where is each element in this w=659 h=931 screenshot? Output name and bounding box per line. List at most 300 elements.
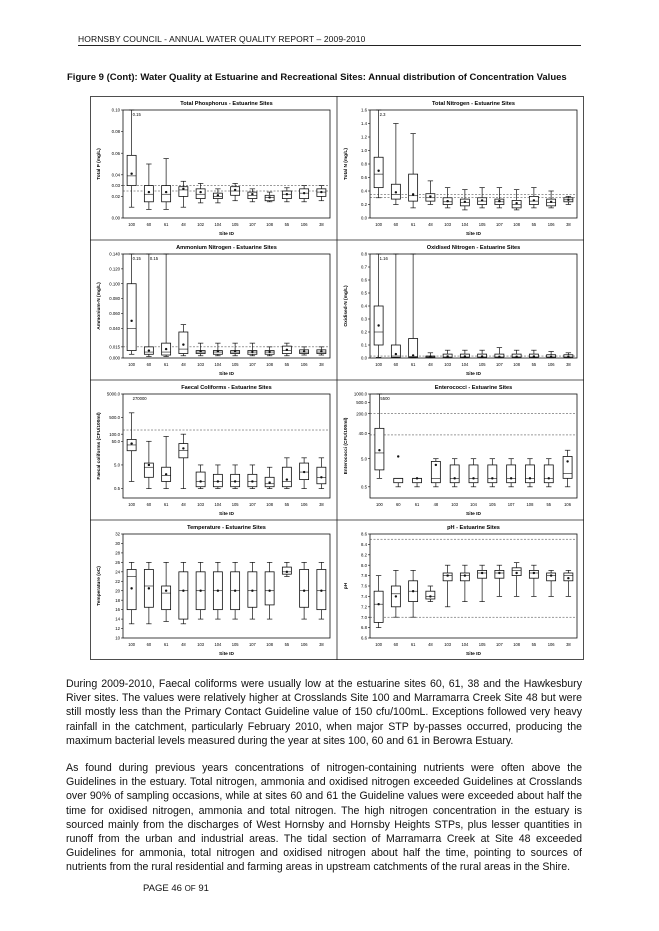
x-tick-label: 107 bbox=[248, 642, 256, 647]
box-107 bbox=[507, 459, 516, 507]
y-tick-label: 7.6 bbox=[361, 583, 367, 589]
x-axis-label: Site ID bbox=[219, 232, 234, 237]
chart-panel bbox=[96, 525, 330, 657]
mean-point bbox=[377, 324, 379, 326]
y-tick-label: 26 bbox=[115, 559, 120, 565]
box-iqr bbox=[179, 332, 188, 354]
y-tick-label: 0.04 bbox=[111, 172, 120, 178]
y-tick-label: 500.0 bbox=[356, 400, 367, 406]
box-106 bbox=[547, 570, 556, 647]
y-tick-label: 50.0 bbox=[111, 438, 120, 444]
y-tick-label: 0.1 bbox=[361, 342, 367, 348]
box-103 bbox=[196, 562, 205, 647]
x-tick-label: 103 bbox=[197, 502, 205, 507]
mean-point bbox=[303, 350, 305, 352]
box-108 bbox=[525, 459, 534, 507]
box-107 bbox=[495, 188, 504, 227]
box-106 bbox=[547, 191, 556, 227]
x-tick-label: 106 bbox=[547, 222, 555, 227]
box-iqr bbox=[478, 570, 487, 578]
box-55 bbox=[282, 343, 291, 367]
x-tick-label: 60 bbox=[393, 222, 399, 227]
box-105 bbox=[478, 350, 487, 367]
y-tick-label: 0.140 bbox=[109, 251, 120, 257]
mean-point bbox=[217, 194, 219, 196]
mean-point bbox=[412, 590, 414, 592]
x-tick-label: 61 bbox=[410, 362, 416, 367]
offscale-annotation: 5500 bbox=[380, 396, 390, 401]
x-tick-label: 104 bbox=[461, 642, 469, 647]
mean-point bbox=[165, 473, 167, 475]
y-tick-label: 100.0 bbox=[109, 431, 120, 437]
x-tick-label: 105 bbox=[231, 642, 239, 647]
mean-point bbox=[416, 477, 418, 479]
box-61 bbox=[409, 254, 418, 367]
x-tick-label: 48 bbox=[428, 642, 433, 647]
y-axis-label: Enterococci (CFU/100ml) bbox=[344, 417, 349, 475]
mean-point bbox=[481, 355, 483, 357]
box-61 bbox=[413, 477, 422, 507]
y-tick-label: 0.0 bbox=[361, 355, 367, 361]
y-tick-label: 1.4 bbox=[361, 121, 367, 127]
mean-point bbox=[165, 191, 167, 193]
box-100 bbox=[375, 394, 384, 507]
x-tick-label: 60 bbox=[146, 222, 152, 227]
chart-panel bbox=[343, 525, 577, 657]
x-tick-label: 103 bbox=[197, 362, 205, 367]
y-tick-label: 30 bbox=[115, 541, 120, 547]
offscale-annotation: 1.16 bbox=[379, 256, 388, 261]
box-61 bbox=[162, 254, 171, 367]
mean-point bbox=[481, 199, 483, 201]
y-tick-label: 7.8 bbox=[361, 573, 367, 579]
y-tick-label: 20 bbox=[115, 588, 120, 594]
mean-point bbox=[130, 320, 132, 322]
mean-point bbox=[567, 199, 569, 201]
x-tick-label: 38 bbox=[566, 642, 571, 647]
box-iqr bbox=[144, 186, 153, 202]
box-61 bbox=[409, 570, 418, 647]
box-iqr bbox=[196, 189, 205, 199]
mean-point bbox=[303, 471, 305, 473]
mean-point bbox=[548, 477, 550, 479]
mean-point bbox=[320, 191, 322, 193]
mean-point bbox=[199, 350, 201, 352]
x-tick-label: 55 bbox=[284, 502, 290, 507]
mean-point bbox=[303, 590, 305, 592]
box-108 bbox=[512, 563, 521, 647]
x-tick-label: 48 bbox=[181, 222, 186, 227]
y-tick-label: 18 bbox=[115, 597, 120, 603]
box-48 bbox=[179, 562, 188, 647]
y-tick-label: 0.0 bbox=[361, 215, 367, 221]
mean-point bbox=[217, 350, 219, 352]
x-tick-label: 103 bbox=[451, 502, 459, 507]
mean-point bbox=[377, 603, 379, 605]
x-axis-label: Site ID bbox=[219, 512, 234, 517]
x-tick-label: 48 bbox=[433, 502, 439, 507]
y-axis-label: Oxidised-N (mg/L) bbox=[344, 285, 349, 327]
y-axis-label: Total P (mg/L) bbox=[97, 148, 102, 180]
offscale-annotation: 0.15 bbox=[132, 112, 141, 117]
x-tick-label: 48 bbox=[181, 502, 186, 507]
box-iqr bbox=[265, 572, 274, 605]
mean-point bbox=[533, 572, 535, 574]
footer-page-word: PAGE bbox=[143, 883, 169, 894]
y-tick-label: 500.0 bbox=[109, 415, 120, 421]
box-107 bbox=[495, 348, 504, 367]
mean-point bbox=[550, 201, 552, 203]
box-55 bbox=[529, 350, 538, 367]
y-tick-label: 5.0 bbox=[361, 456, 367, 462]
y-tick-label: 1.2 bbox=[361, 134, 367, 140]
box-iqr bbox=[127, 155, 136, 185]
x-axis-label: Site ID bbox=[219, 372, 234, 377]
mean-point bbox=[268, 351, 270, 353]
y-tick-label: 0.4 bbox=[361, 188, 367, 194]
x-axis-label: Site ID bbox=[466, 372, 481, 377]
mean-point bbox=[515, 356, 517, 358]
x-tick-label: 103 bbox=[197, 642, 205, 647]
y-tick-label: 8.2 bbox=[361, 552, 367, 558]
chart-title: Enterococci - Estuarine Sites bbox=[434, 385, 513, 391]
box-iqr bbox=[512, 568, 521, 576]
box-100 bbox=[127, 254, 136, 367]
x-tick-label: 108 bbox=[266, 502, 274, 507]
mean-point bbox=[234, 350, 236, 352]
x-tick-label: 61 bbox=[163, 642, 169, 647]
y-tick-label: 0.8 bbox=[361, 161, 367, 167]
box-iqr bbox=[317, 467, 326, 484]
box-104 bbox=[460, 565, 469, 647]
footer-total-pages: 91 bbox=[198, 883, 209, 894]
x-tick-label: 60 bbox=[393, 642, 399, 647]
plot-area bbox=[123, 394, 330, 498]
x-tick-label: 103 bbox=[444, 642, 452, 647]
x-tick-label: 55 bbox=[284, 642, 290, 647]
box-103 bbox=[443, 188, 452, 227]
mean-point bbox=[453, 477, 455, 479]
box-105 bbox=[488, 459, 497, 507]
x-tick-label: 105 bbox=[231, 362, 239, 367]
y-axis-label: Faecal coliforms (CFU/100ml) bbox=[97, 412, 102, 480]
x-tick-label: 106 bbox=[547, 642, 555, 647]
y-tick-label: 0.00 bbox=[111, 215, 120, 221]
y-tick-label: 8.4 bbox=[361, 542, 367, 547]
x-tick-label: 103 bbox=[444, 222, 452, 227]
box-38 bbox=[317, 347, 326, 367]
box-106 bbox=[300, 562, 309, 647]
x-axis-label: Site ID bbox=[466, 232, 481, 237]
mean-point bbox=[182, 188, 184, 190]
mean-point bbox=[567, 577, 569, 579]
y-tick-label: 6.8 bbox=[361, 625, 367, 631]
y-tick-label: 0.040 bbox=[109, 325, 120, 331]
mean-point bbox=[491, 477, 493, 479]
y-tick-label: 0.10 bbox=[111, 107, 120, 113]
box-iqr bbox=[450, 465, 459, 483]
box-100 bbox=[127, 562, 136, 647]
x-tick-label: 38 bbox=[566, 222, 571, 227]
box-iqr bbox=[162, 186, 171, 202]
mean-point bbox=[395, 353, 397, 355]
box-103 bbox=[443, 565, 452, 647]
box-104 bbox=[469, 459, 478, 507]
box-106 bbox=[300, 347, 309, 367]
box-iqr bbox=[564, 573, 573, 581]
x-tick-label: 100 bbox=[128, 222, 136, 227]
mean-point bbox=[412, 193, 414, 195]
box-55 bbox=[282, 458, 291, 507]
y-tick-label: 0.5 bbox=[114, 486, 120, 492]
x-tick-label: 60 bbox=[146, 502, 152, 507]
box-104 bbox=[213, 562, 222, 647]
plot-area bbox=[123, 110, 330, 218]
box-55 bbox=[529, 565, 538, 647]
box-107 bbox=[248, 189, 257, 227]
y-tick-label: 10 bbox=[115, 635, 120, 641]
x-tick-label: 107 bbox=[248, 502, 256, 507]
x-axis-label: Site ID bbox=[219, 652, 234, 657]
chart-panel bbox=[343, 101, 577, 237]
y-tick-label: 7.2 bbox=[361, 604, 367, 610]
box-iqr bbox=[469, 465, 478, 483]
x-tick-label: 38 bbox=[319, 502, 324, 507]
paragraph-nitrogen: As found during previous years concentrations of nitrogen-containing nutrients were often above the Guidelines in the estuary. Total nitrogen, ammonia and oxidised nitrogen exceeded Guidelines at Crosslands over 90% of sampling occasions, while at sites 60 and 61 the Guideline values were exceeded about half the time for oxidised nitrogen, ammonia and total nitrogen. The high nitrogen concentration in the estuary is sourced mainly from the discharges of West Hornsby and Hornsby Heights STPs, plus lesser quantities in runoff from the urban and industrial areas. The tidal section of Marramarra Creek at Site 48 exceeded Guidelines for ammonia, total nitrogen and oxidised nitrogen about half the time, pointing to sources of nutrients from the rural residential and farming areas in upstream catchments of the rural areas in the Shire. bbox=[66, 762, 582, 874]
mean-point bbox=[199, 480, 201, 482]
chart-title: pH - Estuarine Sites bbox=[447, 525, 500, 531]
box-105 bbox=[231, 465, 240, 507]
box-38 bbox=[564, 196, 573, 227]
mean-point bbox=[234, 480, 236, 482]
chart-panel bbox=[96, 101, 330, 237]
box-60 bbox=[144, 164, 153, 227]
y-tick-label: 0.3 bbox=[361, 316, 367, 322]
box-iqr bbox=[529, 570, 538, 578]
footer-of-word: OF bbox=[184, 884, 196, 893]
box-iqr bbox=[394, 478, 403, 482]
plot-area bbox=[370, 254, 577, 358]
box-61 bbox=[409, 134, 418, 227]
figure-title: Figure 9 (Cont): Water Quality at Estuarine and Recreational Sites: Annual distribution of Concentration Values bbox=[67, 72, 567, 83]
x-tick-label: 38 bbox=[566, 362, 571, 367]
x-tick-label: 106 bbox=[564, 502, 572, 507]
chart-panel bbox=[343, 245, 577, 377]
box-55 bbox=[544, 459, 553, 507]
mean-point bbox=[446, 355, 448, 357]
box-105 bbox=[478, 565, 487, 647]
box-48 bbox=[179, 181, 188, 227]
x-tick-label: 103 bbox=[444, 362, 452, 367]
paragraph-faecal: During 2009-2010, Faecal coliforms were usually low at the estuarine sites 60, 61, 38 and the Hawkesbury River sites. The values were relatively higher at Crosslands Site 100 and Marramarra Creek Site 48 but were still mostly less than the Primary Contact Guideline value of 150 cfu/100mL. Exceptions followed very heavy rainfall in the catchment, particularly February 2010, when major STP by-passes occurred, producing the maximum bacterial levels measured during the year at sites 100, 60 and 61 in Berowra Estuary. bbox=[66, 678, 582, 747]
x-tick-label: 105 bbox=[488, 502, 496, 507]
x-tick-label: 55 bbox=[284, 362, 290, 367]
box-60 bbox=[144, 562, 153, 647]
x-tick-label: 107 bbox=[495, 362, 503, 367]
y-tick-label: 0.5 bbox=[361, 484, 367, 490]
mean-point bbox=[529, 477, 531, 479]
y-axis-label: Ammonium-N (mg/L) bbox=[97, 282, 102, 330]
y-tick-label: 1000.0 bbox=[353, 391, 367, 397]
box-iqr bbox=[525, 465, 534, 483]
x-tick-label: 107 bbox=[507, 502, 515, 507]
box-iqr bbox=[374, 157, 383, 187]
box-iqr bbox=[460, 573, 469, 581]
y-axis-label: Temperature (oC) bbox=[97, 566, 102, 606]
plot-area bbox=[123, 254, 330, 358]
x-tick-label: 48 bbox=[181, 642, 186, 647]
y-tick-label: 24 bbox=[115, 569, 120, 575]
mean-point bbox=[268, 481, 270, 483]
box-105 bbox=[231, 562, 240, 647]
box-104 bbox=[460, 190, 469, 227]
y-tick-label: 1.0 bbox=[361, 148, 367, 154]
box-108 bbox=[512, 350, 521, 367]
mean-point bbox=[286, 571, 288, 573]
y-tick-label: 0.03 bbox=[111, 183, 120, 189]
x-tick-label: 106 bbox=[300, 502, 308, 507]
box-60 bbox=[144, 254, 153, 367]
mean-point bbox=[446, 574, 448, 576]
box-iqr bbox=[179, 572, 188, 619]
header-rule bbox=[78, 45, 581, 46]
y-tick-label: 5000.0 bbox=[106, 391, 120, 397]
mean-point bbox=[182, 343, 184, 345]
y-tick-label: 7.4 bbox=[361, 594, 367, 599]
y-tick-label: 0.6 bbox=[361, 175, 367, 181]
y-tick-label: 32 bbox=[115, 531, 120, 537]
footer-page-number: 46 bbox=[171, 883, 182, 894]
x-tick-label: 104 bbox=[214, 642, 222, 647]
box-100 bbox=[374, 576, 383, 647]
box-106 bbox=[563, 450, 572, 507]
x-tick-label: 106 bbox=[300, 222, 308, 227]
x-tick-label: 104 bbox=[470, 502, 477, 507]
box-iqr bbox=[409, 174, 418, 201]
box-55 bbox=[282, 562, 291, 647]
mean-point bbox=[148, 587, 150, 589]
mean-point bbox=[148, 349, 150, 351]
page-header: HORNSBY COUNCIL - ANNUAL WATER QUALITY REPORT – 2009-2010 bbox=[78, 34, 366, 44]
x-tick-label: 38 bbox=[319, 362, 324, 367]
x-tick-label: 48 bbox=[181, 362, 186, 367]
chart-title: Ammonium Nitrogen - Estuarine Sites bbox=[176, 245, 277, 251]
x-tick-label: 61 bbox=[163, 502, 169, 507]
y-tick-label: 0.8 bbox=[361, 251, 367, 257]
x-tick-label: 104 bbox=[214, 502, 222, 507]
y-tick-label: 40.0 bbox=[358, 430, 367, 436]
x-tick-label: 106 bbox=[300, 642, 308, 647]
y-axis-label: pH bbox=[344, 582, 349, 590]
box-108 bbox=[512, 190, 521, 227]
x-tick-label: 104 bbox=[461, 222, 469, 227]
box-102 bbox=[196, 183, 205, 227]
box-48 bbox=[431, 459, 440, 507]
x-tick-label: 61 bbox=[163, 222, 169, 227]
mean-point bbox=[268, 590, 270, 592]
box-107 bbox=[248, 562, 257, 647]
box-108 bbox=[265, 467, 274, 507]
box-48 bbox=[426, 181, 435, 227]
y-tick-label: 0.5 bbox=[361, 290, 367, 296]
y-tick-label: 0.06 bbox=[111, 150, 120, 156]
box-108 bbox=[265, 192, 274, 227]
box-61 bbox=[162, 159, 171, 227]
x-tick-label: 60 bbox=[393, 362, 399, 367]
x-axis-label: Site ID bbox=[466, 512, 481, 517]
mean-point bbox=[320, 350, 322, 352]
mean-point bbox=[533, 355, 535, 357]
x-tick-label: 100 bbox=[128, 642, 136, 647]
y-tick-label: 0.08 bbox=[111, 129, 120, 135]
box-61 bbox=[162, 436, 171, 507]
mean-point bbox=[286, 193, 288, 195]
y-tick-label: 12 bbox=[115, 626, 120, 632]
box-55 bbox=[282, 188, 291, 227]
box-iqr bbox=[391, 345, 400, 357]
box-iqr bbox=[374, 591, 383, 622]
y-tick-label: 0.100 bbox=[109, 281, 120, 287]
box-100 bbox=[127, 110, 136, 227]
y-tick-label: 14 bbox=[115, 616, 120, 622]
x-tick-label: 108 bbox=[513, 362, 521, 367]
x-tick-label: 38 bbox=[319, 642, 324, 647]
x-tick-label: 55 bbox=[531, 362, 537, 367]
chart-panel bbox=[343, 385, 577, 517]
box-104 bbox=[213, 189, 222, 227]
mean-point bbox=[217, 480, 219, 482]
box-103 bbox=[443, 350, 452, 367]
box-iqr bbox=[127, 284, 136, 351]
offscale-annotation: 2.3 bbox=[379, 112, 386, 117]
x-tick-label: 104 bbox=[461, 362, 469, 367]
box-iqr bbox=[544, 465, 553, 483]
mean-point bbox=[148, 464, 150, 466]
box-iqr bbox=[443, 573, 452, 581]
y-tick-label: 0.060 bbox=[109, 311, 120, 317]
y-tick-label: 28 bbox=[115, 550, 120, 556]
mean-point bbox=[550, 574, 552, 576]
box-iqr bbox=[488, 465, 497, 483]
x-tick-label: 108 bbox=[266, 642, 274, 647]
plot-area bbox=[123, 534, 330, 638]
x-tick-label: 61 bbox=[414, 502, 420, 507]
mean-point bbox=[550, 356, 552, 358]
mean-point bbox=[378, 449, 380, 451]
box-iqr bbox=[495, 570, 504, 578]
box-108 bbox=[265, 562, 274, 647]
mean-point bbox=[320, 590, 322, 592]
box-100 bbox=[374, 254, 383, 367]
box-iqr bbox=[282, 467, 291, 486]
box-38 bbox=[564, 570, 573, 647]
box-103 bbox=[450, 459, 459, 507]
x-tick-label: 107 bbox=[495, 642, 503, 647]
box-38 bbox=[564, 353, 573, 367]
box-107 bbox=[248, 465, 257, 507]
mean-point bbox=[464, 355, 466, 357]
x-tick-label: 55 bbox=[546, 502, 552, 507]
mean-point bbox=[481, 572, 483, 574]
box-48 bbox=[179, 434, 188, 507]
box-55 bbox=[529, 188, 538, 227]
box-60 bbox=[391, 124, 400, 228]
x-tick-label: 107 bbox=[248, 222, 256, 227]
mean-point bbox=[566, 460, 568, 462]
x-tick-label: 55 bbox=[531, 642, 537, 647]
box-60 bbox=[394, 455, 403, 507]
x-tick-label: 108 bbox=[526, 502, 534, 507]
